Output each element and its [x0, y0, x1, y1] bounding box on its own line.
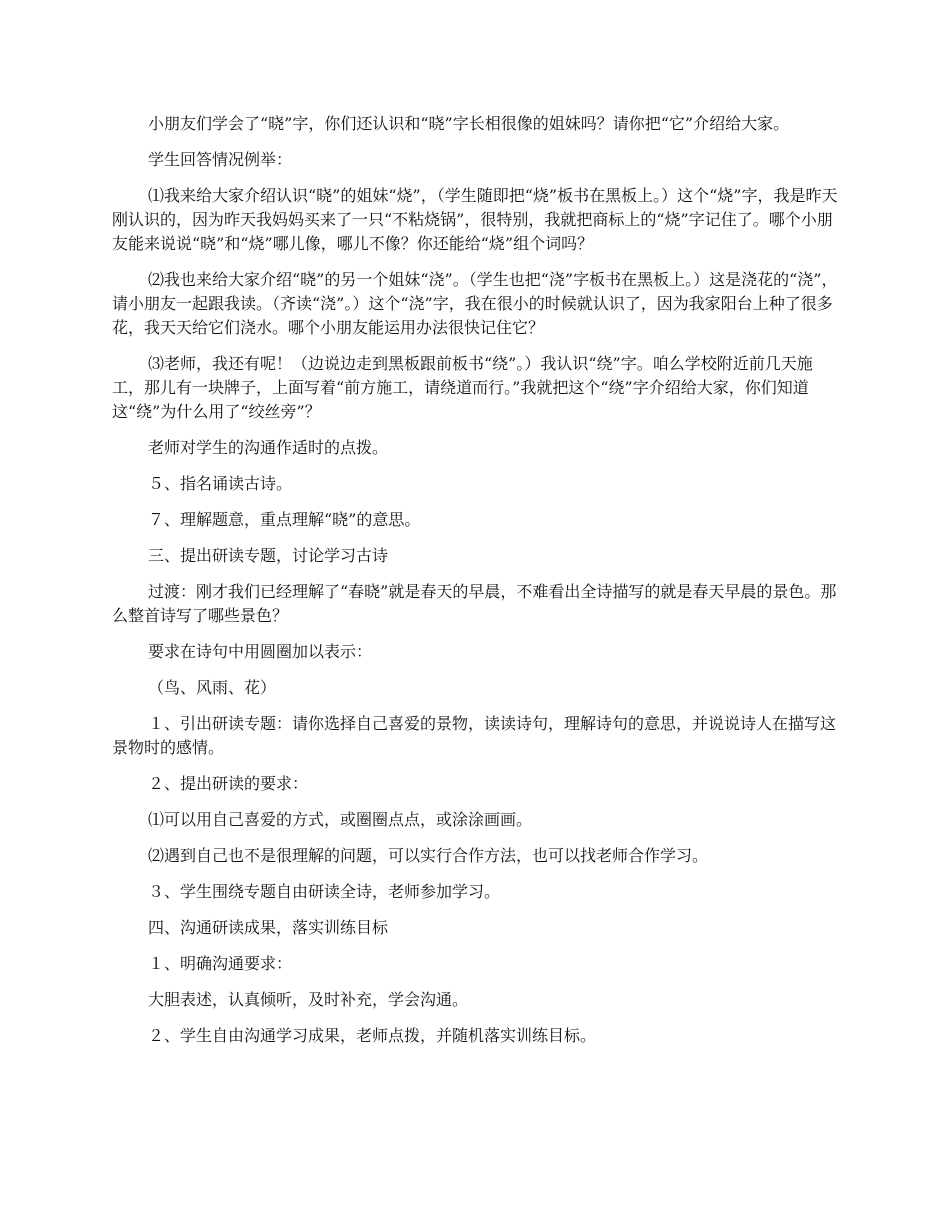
paragraph-topic-2: ２、提出研读的要求：: [148, 774, 309, 793]
document-body: [112, 112, 840, 1060]
paragraph-step-7: ７、理解题意，重点理解“晓”的意思。: [148, 510, 421, 529]
paragraph-topic-3: ３、学生围绕专题自由研读全诗，老师参加学习。: [148, 882, 501, 901]
paragraph-method-2: ⑵遇到自己也不是很理解的问题，可以实行合作方法，也可以找老师合作学习。: [148, 846, 709, 865]
paragraph-examples-heading: 学生回答情况例举：: [148, 150, 293, 169]
section-heading-3: 三、提出研读专题，讨论学习古诗: [148, 546, 389, 565]
paragraph-teacher-guidance: 老师对学生的沟通作适时的点拨。: [148, 438, 389, 457]
paragraph-scenery-list: （鸟、风雨、花）: [148, 678, 277, 697]
paragraph-example-2: ⑵我也来给大家介绍“晓”的另一个姐妹“浇”。（学生也把“浇”字板书在黑板上。）这是浇花的“浇”，请小朋友一起跟我读。（齐读“浇”。）这个“浇”字，我在很小的时候就认识了，因为我家阳台上种了很多花，我天天给它们浇水。哪个小朋友能运用办法很快记住它？: [112, 270, 838, 337]
paragraph-transition: 过渡：刚才我们已经理解了“春晓”就是春天的早晨，不难看出全诗描写的就是春天早晨的景色。那么整首诗写了哪些景色？: [112, 582, 837, 625]
paragraph-exchange-2: ２、学生自由沟通学习成果，老师点拨，并随机落实训练目标。: [148, 1026, 597, 1045]
paragraph-method-1: ⑴可以用自己喜爱的方式，或圈圈点点，或涂涂画画。: [148, 810, 533, 829]
paragraph-topic-1: １、引出研读专题：请你选择自己喜爱的景物，读读诗句，理解诗句的意思，并说说诗人在描写这景物时的感情。: [112, 714, 837, 757]
section-heading-4: 四、沟通研读成果，落实训练目标: [148, 918, 389, 937]
paragraph-exchange-1: １、明确沟通要求：: [148, 954, 293, 973]
paragraph-example-1: ⑴我来给大家介绍认识“晓”的姐妹“烧”，（学生随即把“烧”板书在黑板上。）这个“烧”字，我是昨天刚认识的，因为昨天我妈妈买来了一只“不粘烧锅”，很特别，我就把商标上的“烧”字记住了。哪个小朋友能来说说“晓”和“烧”哪儿像，哪儿不像？你还能给“烧”组个词吗？: [112, 186, 838, 253]
paragraph-example-3: ⑶老师，我还有呢！（边说边走到黑板跟前板书“绕”。）我认识“绕”字。咱么学校附近前几天施工，那儿有一块牌子，上面写着“前方施工，请绕道而行。”我就把这个“绕”字介绍给大家，你们知道这“绕”为什么用了“绞丝旁”？: [112, 354, 813, 421]
paragraph-intro: 小朋友们学会了“晓”字，你们还认识和“晓”字长相很像的姐妹吗？请你把“它”介绍给大家。: [148, 114, 790, 133]
paragraph-step-5: ５、指名诵读古诗。: [148, 474, 293, 493]
paragraph-requirement: 要求在诗句中用圆圈加以表示：: [148, 642, 373, 661]
paragraph-exchange-requirements: 大胆表述，认真倾听，及时补充，学会沟通。: [148, 990, 469, 1009]
